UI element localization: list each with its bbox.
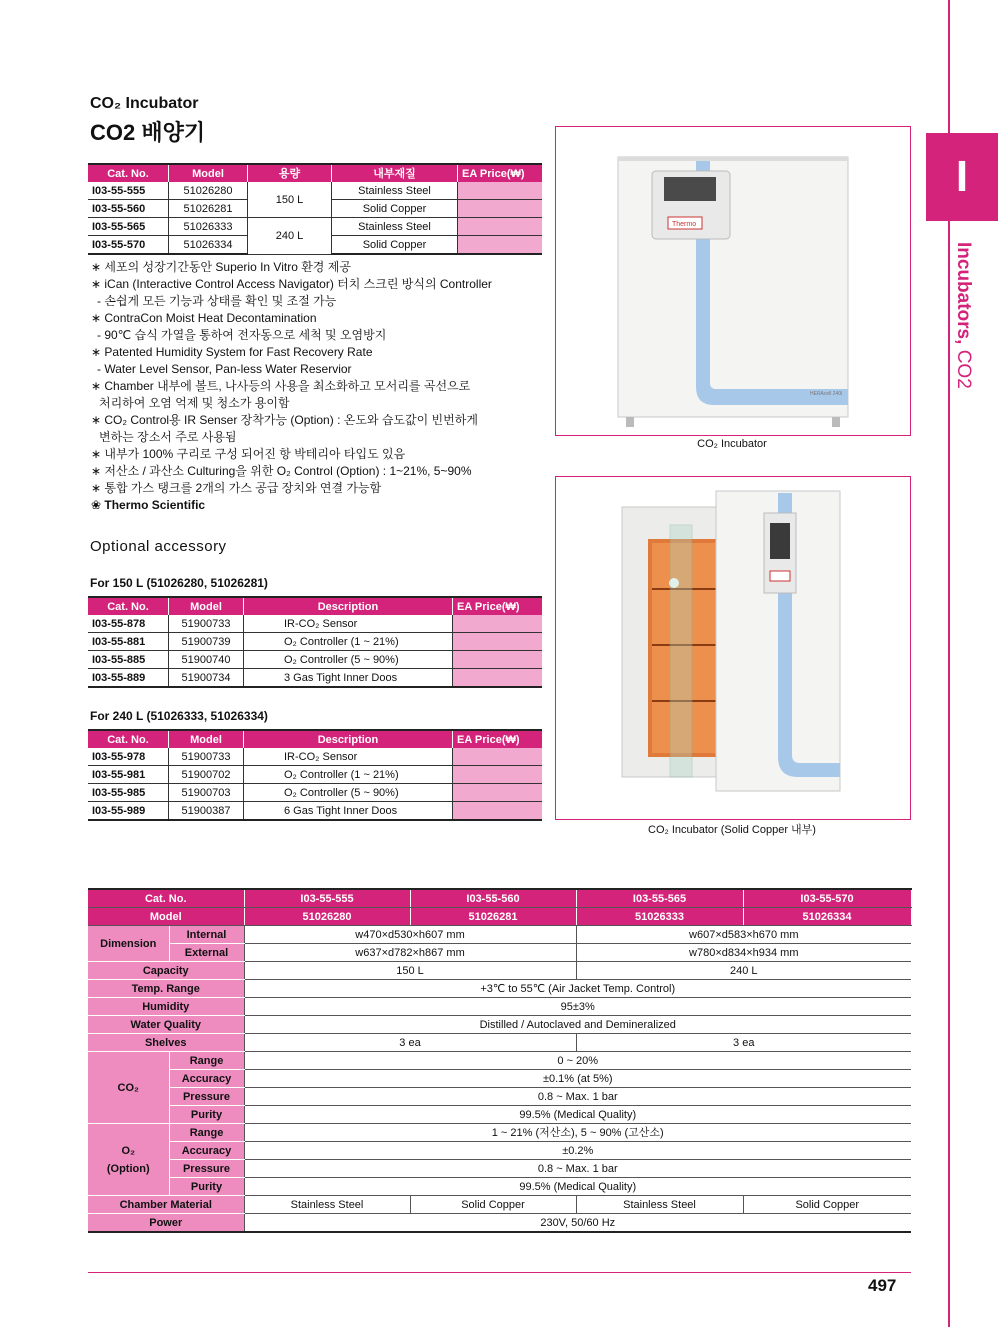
spec-row-co2-pressure xyxy=(88,1088,911,1106)
spec-cat: I03-55-555 xyxy=(244,889,410,908)
price-cell xyxy=(453,802,543,821)
spec-model: 51026280 xyxy=(244,908,410,926)
spec-sublabel: Internal xyxy=(169,926,244,944)
acc150-table xyxy=(88,596,542,688)
chapter-section-title xyxy=(952,242,974,389)
spec-value: Stainless Steel xyxy=(576,1196,743,1214)
table-row xyxy=(88,669,542,688)
page-title-ko: CO2 배양기 xyxy=(90,120,206,145)
feature-item: 처리하여 오염 억제 및 청소가 용이함 xyxy=(99,396,290,410)
spec-row-model xyxy=(88,908,911,926)
incubator-photo-closed xyxy=(555,126,911,436)
spec-value: 3 ea xyxy=(244,1034,576,1052)
spec-model: 51026333 xyxy=(576,908,743,926)
price-cell xyxy=(458,182,543,200)
price-cell xyxy=(458,200,543,218)
spec-cat: I03-55-560 xyxy=(410,889,576,908)
thermo-logo: Thermo xyxy=(672,221,697,228)
spec-row-o2-pressure xyxy=(88,1160,911,1178)
spec-row-temp xyxy=(88,980,911,998)
table-row xyxy=(88,218,542,236)
spec-value: 99.5% (Medical Quality) xyxy=(244,1178,911,1196)
spec-sublabel: Pressure xyxy=(169,1160,244,1178)
section-subtitle: CO2 xyxy=(953,349,974,389)
spec-row-chamber xyxy=(88,1196,911,1214)
description: O₂ Controller (1 ~ 21%) xyxy=(244,766,453,784)
spec-value: 99.5% (Medical Quality) xyxy=(244,1106,911,1124)
spec-label: Capacity xyxy=(88,962,244,980)
cat-no: I03-55-565 xyxy=(88,218,169,236)
description: O₂ Controller (1 ~ 21%) xyxy=(244,633,453,651)
table-row xyxy=(88,633,542,651)
col-material: 내부재질 xyxy=(332,164,458,182)
model-label: HERAcell 240i xyxy=(810,391,843,397)
cat-no: I03-55-881 xyxy=(88,633,169,651)
spec-label: Chamber Material xyxy=(88,1196,244,1214)
spec-label: CO₂ xyxy=(88,1052,169,1124)
table-row xyxy=(88,651,542,669)
model: 51900733 xyxy=(169,615,244,633)
col-price: EA Price(₩) xyxy=(453,597,543,615)
spec-row-o2-purity xyxy=(88,1178,911,1196)
table-row xyxy=(88,784,542,802)
spec-sublabel: Range xyxy=(169,1124,244,1142)
feature-item: ∗ 통합 가스 탱크를 2개의 가스 공급 장치와 연결 가능함 xyxy=(91,481,382,495)
feature-item: ∗ iCan (Interactive Control Access Navigator) 터치 스크린 방식의 Controller xyxy=(91,277,492,291)
spec-row-capacity xyxy=(88,962,911,980)
price-cell xyxy=(453,633,543,651)
spec-row-internal xyxy=(88,926,911,944)
spec-value: w780×d834×h934 mm xyxy=(576,944,911,962)
caption-incubator: CO₂ Incubator xyxy=(697,438,767,450)
description: IR-CO₂ Sensor xyxy=(244,748,453,766)
incubator-open-illustration xyxy=(556,477,910,819)
cat-no: I03-55-889 xyxy=(88,669,169,688)
spec-value: 230V, 50/60 Hz xyxy=(244,1214,911,1233)
feature-item: ∗ Chamber 내부에 볼트, 나사등의 사용을 최소화하고 모서리를 곡선으로 xyxy=(91,379,471,393)
spec-value: ±0.1% (at 5%) xyxy=(244,1070,911,1088)
cat-no: I03-55-981 xyxy=(88,766,169,784)
optional-accessory-title: Optional accessory xyxy=(90,538,227,555)
model: 51026281 xyxy=(169,200,248,218)
spec-sublabel: Purity xyxy=(169,1106,244,1124)
cat-no: I03-55-885 xyxy=(88,651,169,669)
cat-no: I03-55-555 xyxy=(88,182,169,200)
spec-row-shelves xyxy=(88,1034,911,1052)
description: 3 Gas Tight Inner Doos xyxy=(244,669,453,688)
description: 6 Gas Tight Inner Doos xyxy=(244,802,453,821)
spec-sublabel: Accuracy xyxy=(169,1070,244,1088)
spec-cat: I03-55-570 xyxy=(743,889,911,908)
col-description: Description xyxy=(244,730,453,748)
cat-no: I03-55-878 xyxy=(88,615,169,633)
spec-label: Water Quality xyxy=(88,1016,244,1034)
page-number: 497 xyxy=(868,1276,897,1295)
feature-item: ∗ 내부가 100% 구리로 구성 되어진 항 박테리아 타입도 있음 xyxy=(91,447,406,461)
cat-no: I03-55-985 xyxy=(88,784,169,802)
feature-item: - 90℃ 습식 가열을 통하여 전자동으로 세척 및 오염방지 xyxy=(97,328,387,342)
spec-label: Temp. Range xyxy=(88,980,244,998)
col-price: EA Price(₩) xyxy=(458,164,543,182)
spec-value: 0.8 ~ Max. 1 bar xyxy=(244,1160,911,1178)
spec-row-external xyxy=(88,944,911,962)
col-cat: Cat. No. xyxy=(88,730,169,748)
feature-item: 변하는 장소서 주로 사용됨 xyxy=(99,430,237,444)
description: O₂ Controller (5 ~ 90%) xyxy=(244,651,453,669)
feature-item: - 손쉽게 모든 기능과 상태를 확인 및 조절 가능 xyxy=(97,294,337,308)
chapter-tab: I xyxy=(926,133,998,221)
spec-value: Distilled / Autoclaved and Demineralized xyxy=(244,1016,911,1034)
spec-row-cat xyxy=(88,889,911,908)
col-model: Model xyxy=(169,730,244,748)
spec-table xyxy=(88,888,912,1233)
col-price: EA Price(₩) xyxy=(453,730,543,748)
model: 51900733 xyxy=(169,748,244,766)
spec-value: 240 L xyxy=(576,962,911,980)
spec-label: Cat. No. xyxy=(88,889,244,908)
spec-model: 51026281 xyxy=(410,908,576,926)
model: 51900734 xyxy=(169,669,244,688)
cat-no: I03-55-570 xyxy=(88,236,169,255)
description: O₂ Controller (5 ~ 90%) xyxy=(244,784,453,802)
spec-label: Dimension xyxy=(88,926,169,962)
spec-value: w607×d583×h670 mm xyxy=(576,926,911,944)
table-row xyxy=(88,766,542,784)
feature-item: ∗ CO₂ Control용 IR Senser 장착가능 (Option) : 온도와 습도값이 빈번하게 xyxy=(91,413,478,427)
price-cell xyxy=(453,748,543,766)
model: 51900702 xyxy=(169,766,244,784)
model: 51900703 xyxy=(169,784,244,802)
spec-label: Shelves xyxy=(88,1034,244,1052)
spec-sublabel: Range xyxy=(169,1052,244,1070)
price-cell xyxy=(453,784,543,802)
cat-no: I03-55-978 xyxy=(88,748,169,766)
description: IR-CO₂ Sensor xyxy=(244,615,453,633)
feature-item: ∗ Patented Humidity System for Fast Recovery Rate xyxy=(91,345,373,359)
spec-row-co2-accuracy xyxy=(88,1070,911,1088)
price-cell xyxy=(453,651,543,669)
spec-value: 0.8 ~ Max. 1 bar xyxy=(244,1088,911,1106)
model: 51026280 xyxy=(169,182,248,200)
model: 51026334 xyxy=(169,236,248,255)
spec-value: Stainless Steel xyxy=(244,1196,410,1214)
feature-item: ∗ ContraCon Moist Heat Decontamination xyxy=(91,311,317,325)
material: Stainless Steel xyxy=(332,218,458,236)
incubator-closed-illustration xyxy=(556,127,910,435)
material: Solid Copper xyxy=(332,200,458,218)
material: Solid Copper xyxy=(332,236,458,255)
spec-value: ±0.2% xyxy=(244,1142,911,1160)
spec-value: 3 ea xyxy=(576,1034,911,1052)
price-cell xyxy=(453,766,543,784)
o2-label: O₂ xyxy=(121,1144,135,1157)
price-cell xyxy=(458,218,543,236)
table-row xyxy=(88,615,542,633)
spec-value: Solid Copper xyxy=(410,1196,576,1214)
acc240-table xyxy=(88,729,542,821)
spec-row-o2-accuracy xyxy=(88,1142,911,1160)
spec-model: 51026334 xyxy=(743,908,911,926)
incubator-photo-open xyxy=(555,476,911,820)
feature-item: - Water Level Sensor, Pan-less Water Reservior xyxy=(97,362,352,376)
spec-value: 1 ~ 21% (저산소), 5 ~ 90% (고산소) xyxy=(244,1124,911,1142)
spec-label xyxy=(88,1124,169,1196)
spec-sublabel: Accuracy xyxy=(169,1142,244,1160)
col-capacity: 용량 xyxy=(248,164,332,182)
capacity: 150 L xyxy=(248,182,332,218)
spec-row-water xyxy=(88,1016,911,1034)
spec-sublabel: Pressure xyxy=(169,1088,244,1106)
col-description: Description xyxy=(244,597,453,615)
material: Stainless Steel xyxy=(332,182,458,200)
spec-value: Solid Copper xyxy=(743,1196,911,1214)
col-model: Model xyxy=(169,597,244,615)
feature-item: ∗ 저산소 / 과산소 Culturing을 위한 O₂ Control (Option) : 1~21%, 5~90% xyxy=(91,464,472,478)
model: 51900740 xyxy=(169,651,244,669)
spec-value: 95±3% xyxy=(244,998,911,1016)
model: 51900387 xyxy=(169,802,244,821)
acc150-title: For 150 L (51026280, 51026281) xyxy=(90,576,268,590)
spec-sublabel: External xyxy=(169,944,244,962)
spec-sublabel: Purity xyxy=(169,1178,244,1196)
spec-row-o2-range xyxy=(88,1124,911,1142)
product-table xyxy=(88,163,542,255)
col-cat: Cat. No. xyxy=(88,597,169,615)
spec-row-co2-purity xyxy=(88,1106,911,1124)
model: 51026333 xyxy=(169,218,248,236)
o2-option-label: (Option) xyxy=(106,1162,150,1175)
spec-label: Power xyxy=(88,1214,244,1233)
spec-row-power xyxy=(88,1214,911,1233)
col-cat: Cat. No. xyxy=(88,164,169,182)
table-row xyxy=(88,802,542,821)
model: 51900739 xyxy=(169,633,244,651)
col-model: Model xyxy=(169,164,248,182)
capacity: 240 L xyxy=(248,218,332,255)
acc240-title: For 240 L (51026333, 51026334) xyxy=(90,709,268,723)
cat-no: I03-55-560 xyxy=(88,200,169,218)
spec-cat: I03-55-565 xyxy=(576,889,743,908)
spec-label: Model xyxy=(88,908,244,926)
table-row xyxy=(88,748,542,766)
cat-no: I03-55-989 xyxy=(88,802,169,821)
caption-incubator-copper: CO₂ Incubator (Solid Copper 내부) xyxy=(648,824,816,836)
spec-label: Humidity xyxy=(88,998,244,1016)
feature-item: ∗ 세포의 성장기간동안 Superio In Vitro 환경 제공 xyxy=(91,260,351,274)
feature-list xyxy=(91,259,492,514)
spec-value: +3℃ to 55℃ (Air Jacket Temp. Control) xyxy=(244,980,911,998)
price-cell xyxy=(458,236,543,255)
section-title: Incubators, xyxy=(953,242,974,345)
price-cell xyxy=(453,669,543,688)
footer-divider xyxy=(88,1272,911,1273)
table-row xyxy=(88,182,542,200)
spec-value: w637×d782×h867 mm xyxy=(244,944,576,962)
spec-value: 150 L xyxy=(244,962,576,980)
price-cell xyxy=(453,615,543,633)
brand-name: ❀ Thermo Scientific xyxy=(91,498,206,512)
spec-value: 0 ~ 20% xyxy=(244,1052,911,1070)
spec-value: w470×d530×h607 mm xyxy=(244,926,576,944)
page-title-en: CO₂ Incubator xyxy=(90,95,199,112)
spec-row-humidity xyxy=(88,998,911,1016)
spec-row-co2-range xyxy=(88,1052,911,1070)
